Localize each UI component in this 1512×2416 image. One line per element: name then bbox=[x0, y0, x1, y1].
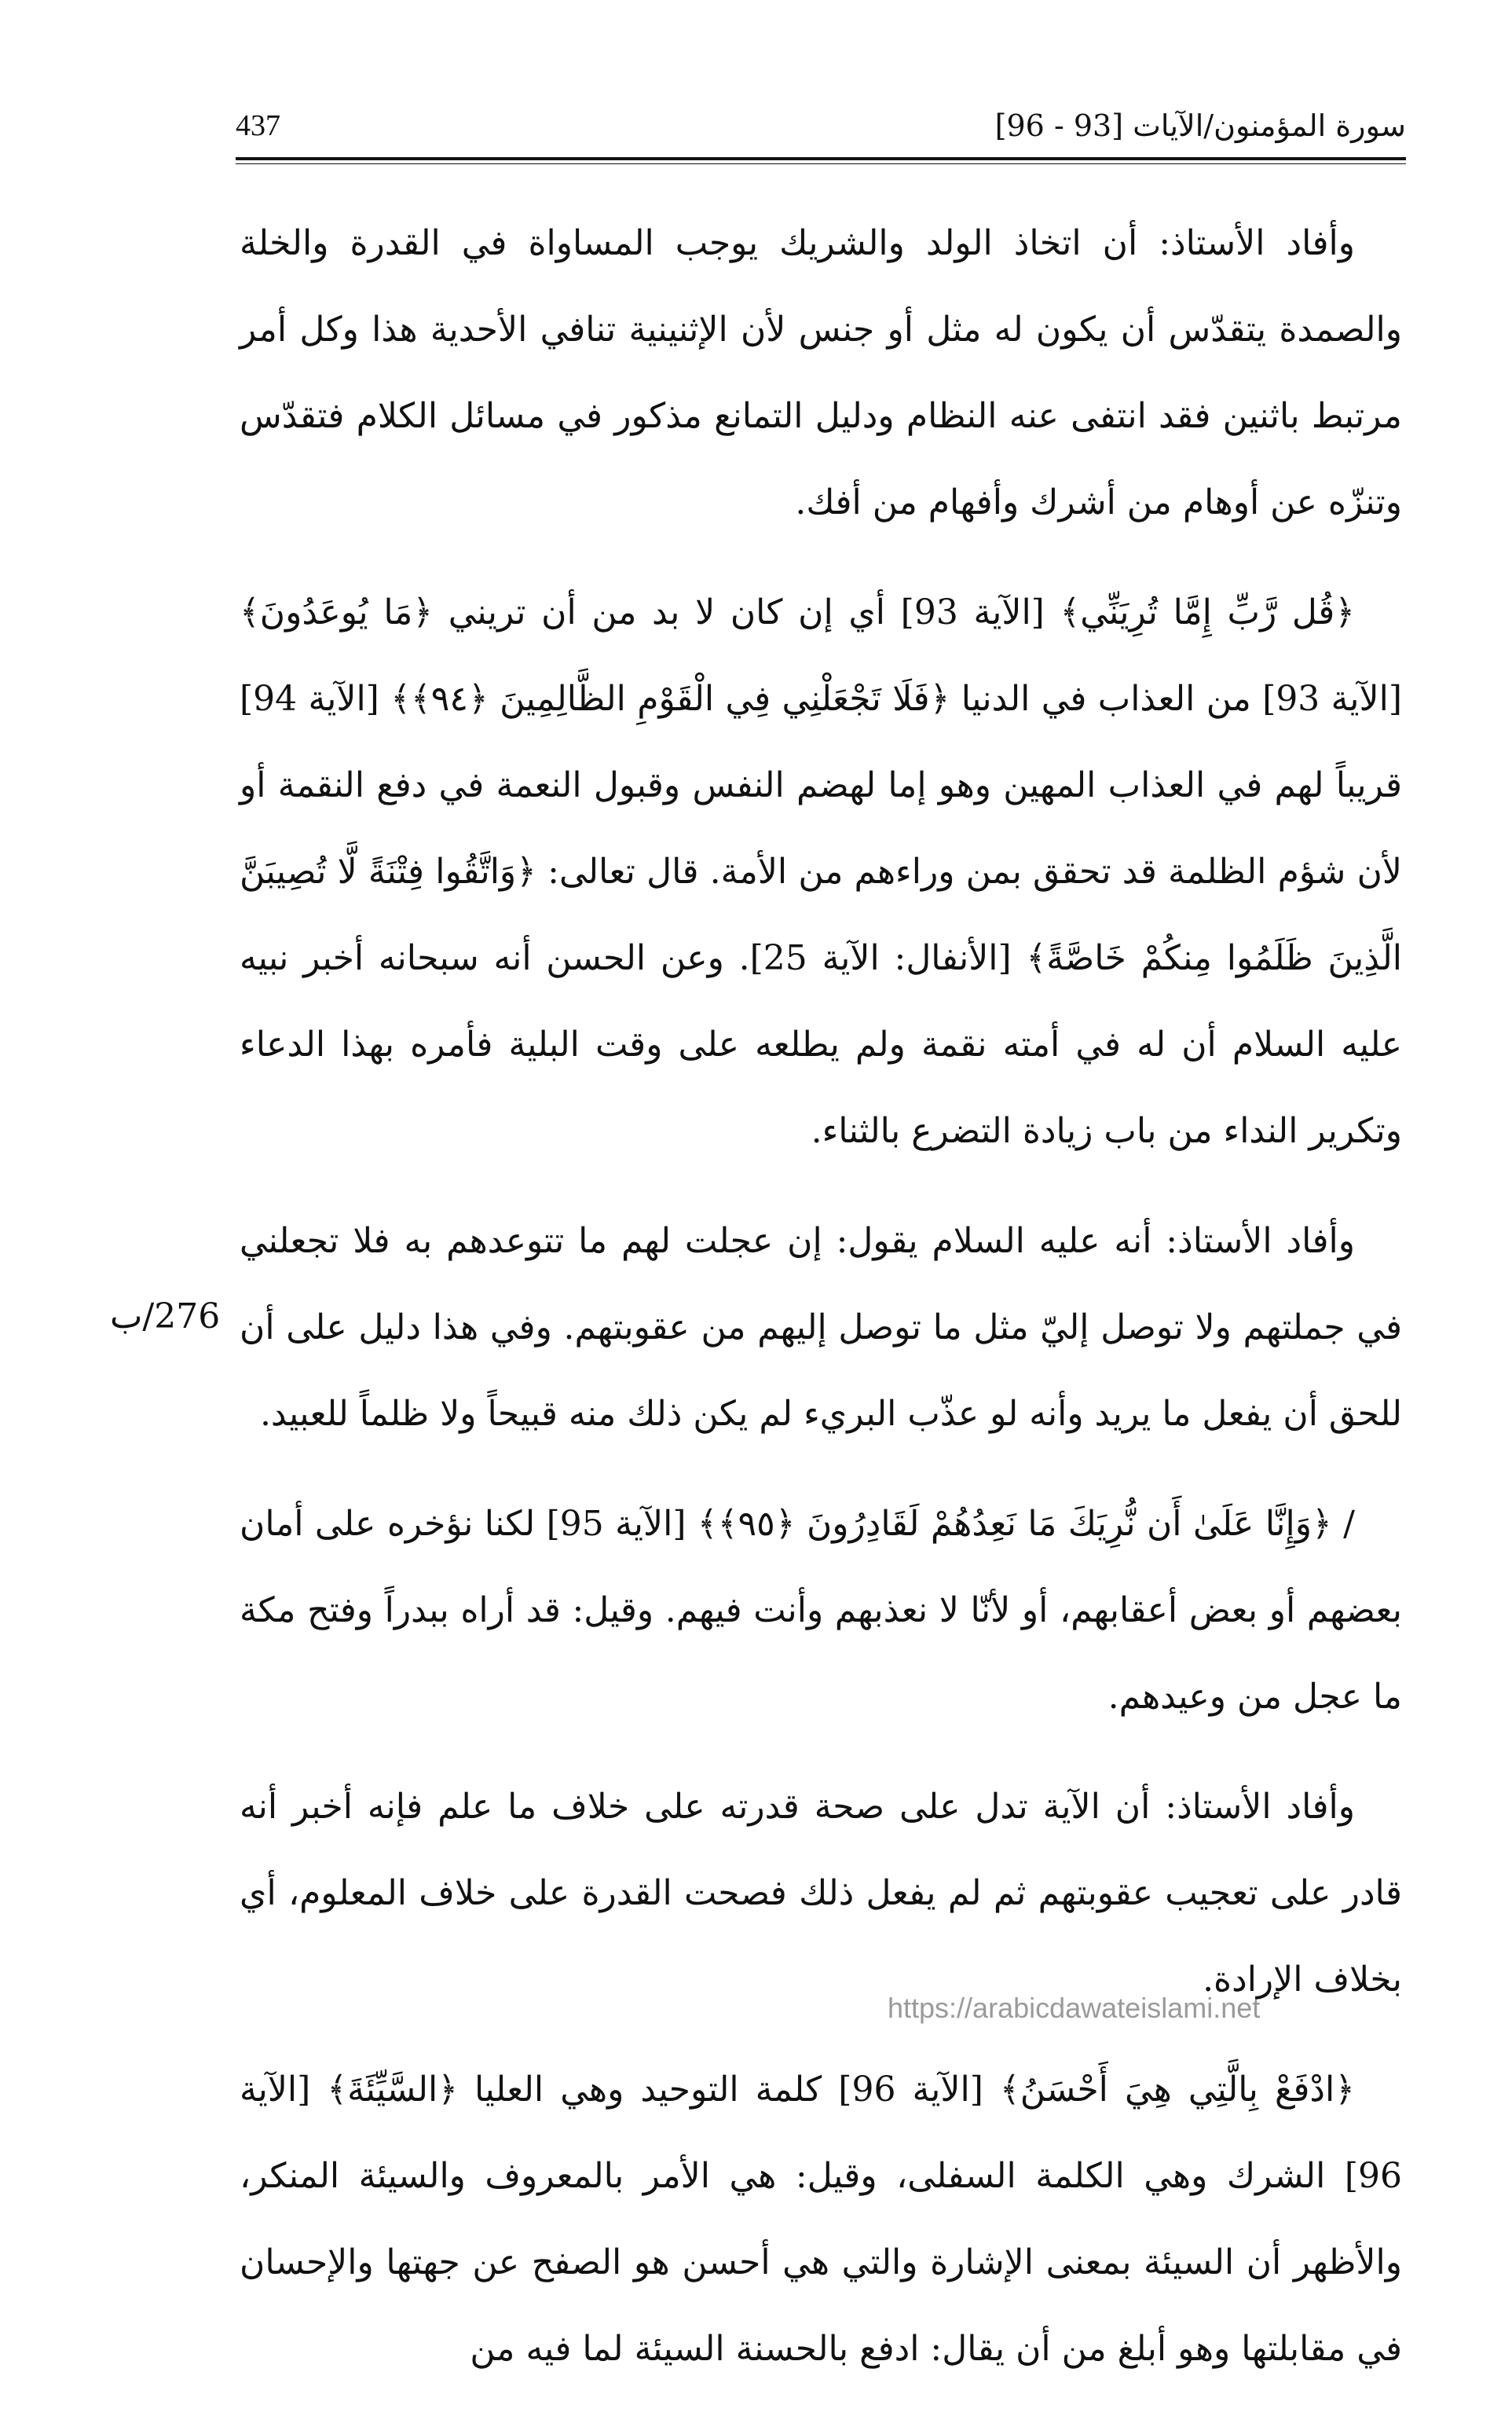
page-header bbox=[236, 108, 1406, 156]
paragraph: ﴿قُل رَّبِّ إِمَّا تُرِيَنِّي﴾ [الآية 93] أي إن كان لا بد من أن تريني ﴿مَا يُوعَدُونَ﴾ [الآية 93] من العذاب في الدنيا ﴿فَلَا تَجْعَلْنِي فِي الْقَوْمِ الظَّالِمِينَ ﴿٩٤﴾﴾ [الآية 94] قريباً لهم في العذاب المهين وهو إما لهضم النفس وقبول النعمة في دفع النقمة أو لأن شؤم الظلمة قد تحقق بمن وراءهم من الأمة. قال تعالى: ﴿وَاتَّقُوا فِتْنَةً لَّا تُصِيبَنَّ الَّذِينَ ظَلَمُوا مِنكُمْ خَاصَّةً﴾ [الأنفال: الآية 25]. وعن الحسن أنه سبحانه أخبر نبيه عليه السلام أن له في أمته نقمة ولم يطلعه على وقت البلية فأمره بهذا الدعاء وتكرير النداء من باب زيادة التضرع بالثناء. bbox=[240, 592, 1402, 1151]
body-text bbox=[240, 200, 1402, 2416]
manuscript-folio-marker: 276/ب bbox=[110, 1296, 221, 1336]
paragraph: وأفاد الأستاذ: أن الآية تدل على صحة قدرته على خلاف ما علم فإنه أخبر أنه قادر على تعجيب عقوبتهم ثم لم يفعل ذلك فصحت القدرة على خلاف المعلوم، أي بخلاف الإرادة. bbox=[240, 1787, 1402, 2000]
page-number: 437 bbox=[236, 109, 280, 142]
watermark: https://arabicdawateislami.net bbox=[888, 1992, 1261, 2024]
header-rule-thin bbox=[236, 163, 1406, 164]
paragraph: وأفاد الأستاذ: أنه عليه السلام يقول: إن عجلت لهم ما تتوعدهم به فلا تجعلني في جملتهم ولا توصل إليّ مثل ما توصل إليهم من عقوبتهم. وفي هذا دليل على أن للحق أن يفعل ما يريد وأنه لو عذّب البريء لم يكن ذلك منه قبيحاً ولا ظلماً للعبيد. bbox=[240, 1221, 1402, 1434]
running-title: سورة المؤمنون/الآيات [93 - 96] bbox=[994, 108, 1406, 143]
paragraph: وأفاد الأستاذ: أن اتخاذ الولد والشريك يوجب المساواة في القدرة والخلة والصمدة يتقدّس أن يكون له مثل أو جنس لأن الإثنينية تنافي الأحدية هذا وكل أمر مرتبط باثنين فقد انتفى عنه النظام ودليل التمانع مذكور في مسائل الكلام فتقدّس وتنزّه عن أوهام من أشرك وأفهام من أفك. bbox=[240, 223, 1402, 522]
paragraph: ﴿ادْفَعْ بِالَّتِي هِيَ أَحْسَنُ﴾ [الآية 96] كلمة التوحيد وهي العليا ﴿السَّيِّئَةَ﴾ [الآية 96] الشرك وهي الكلمة السفلى، وقيل: هي الأمر بالمعروف والسيئة المنكر، والأظهر أن السيئة بمعنى الإشارة والتي هي أحسن هو الصفح عن جهتها والإحسان في مقابلتها وهو أبلغ من أن يقال: ادفع بالحسنة السيئة لما فيه من bbox=[240, 2070, 1402, 2369]
header-rule-thick bbox=[236, 157, 1406, 160]
paragraph: / ﴿وَإِنَّا عَلَىٰ أَن نُّرِيَكَ مَا نَعِدُهُمْ لَقَادِرُونَ ﴿٩٥﴾﴾ [الآية 95] لكنا نؤخره على أمان بعضهم أو بعض أعقابهم، أو لأنّا لا نعذبهم وأنت فيهم. وقيل: قد أراه ببدراً وفتح مكة ما عجل من وعيدهم. bbox=[240, 1504, 1402, 1717]
